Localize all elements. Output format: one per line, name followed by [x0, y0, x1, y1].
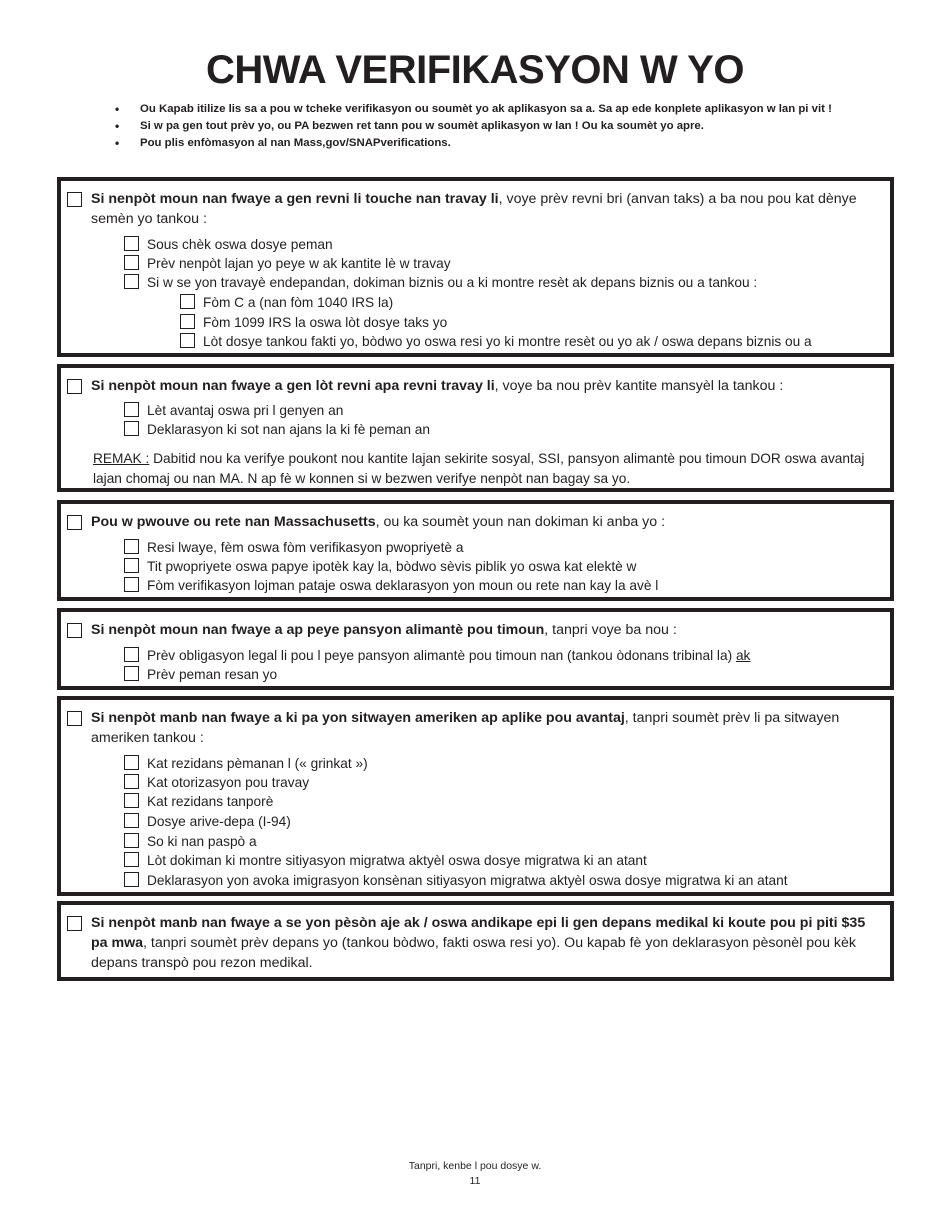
footer-note: Tanpri, kenbe l pou dosye w. [408, 1160, 542, 1172]
section-residency [57, 500, 894, 601]
checkbox[interactable] [124, 236, 139, 251]
checkbox[interactable] [124, 421, 139, 436]
section-other-income-checkbox[interactable] [67, 379, 82, 394]
checkbox[interactable] [180, 314, 195, 329]
checkbox[interactable] [124, 274, 139, 289]
checkbox[interactable] [124, 774, 139, 789]
page-title: CHWA VERIFIKASYON W YO [206, 48, 744, 92]
checklist-item: Resi lwaye, fèm oswa fòm verifikasyon pwopriyetè a [147, 540, 463, 556]
checklist-item: Prèv nenpòt lajan yo peye w ak kantite lè w travay [147, 256, 451, 272]
checkbox[interactable] [124, 872, 139, 887]
checklist-subitem: Fòm C a (nan fòm 1040 IRS la) [203, 295, 393, 311]
checkbox[interactable] [124, 833, 139, 848]
checkbox[interactable] [124, 647, 139, 662]
section-residency-text: Pou w pwouve ou rete nan Massachusetts, ou ka soumèt youn nan dokiman ki anba yo : [91, 514, 666, 530]
checkbox[interactable] [124, 539, 139, 554]
checklist-item: Prèv peman resan yo [147, 667, 277, 683]
checklist-subitem: Fòm 1099 IRS la oswa lòt dosye taks yo [203, 315, 447, 331]
checkbox[interactable] [124, 558, 139, 573]
checkbox[interactable] [124, 402, 139, 417]
section-medical-expenses-checkbox[interactable] [67, 916, 82, 931]
checkbox[interactable] [124, 813, 139, 828]
instruction-item: • Pou plis enfòmasyon al nan Mass,gov/SNAPverifications. [115, 135, 832, 152]
checkbox[interactable] [124, 852, 139, 867]
checklist-item: Si w se yon travayè endepandan, dokiman biznis ou a ki montre resèt ak depans biznis ou a tankou : [147, 275, 757, 291]
section-child-support [57, 608, 894, 690]
checkbox[interactable] [124, 577, 139, 592]
checklist-item: Lòt dokiman ki montre sitiyasyon migratwa aktyèl oswa dosye migratwa ki an atant [147, 853, 647, 869]
section-non-citizen [57, 696, 894, 896]
checklist-item: Kat otorizasyon pou travay [147, 775, 309, 791]
page-number: 11 [469, 1175, 481, 1187]
remark-note: REMAK : Dabitid nou ka verifye poukont nou kantite lajan sekirite sosyal, SSI, pansyon alimantè pou timoun DOR oswa avantaj lajan chomaj ou nan MA. N ap fè w konnen si w bezwen verifye nenpòt nan bagay sa yo. [93, 451, 865, 486]
checkbox[interactable] [180, 294, 195, 309]
section-residency-checkbox[interactable] [67, 515, 82, 530]
section-non-citizen-checkbox[interactable] [67, 711, 82, 726]
section-child-support-text: Si nenpòt moun nan fwaye a ap peye pansyon alimantè pou timoun, tanpri voye ba nou : [91, 622, 677, 638]
checklist-item: So ki nan paspò a [147, 834, 257, 850]
section-earned-income-checkbox[interactable] [67, 192, 82, 207]
section-earned-income [57, 177, 894, 357]
checkbox[interactable] [124, 793, 139, 808]
checklist-item: Sous chèk oswa dosye peman [147, 237, 333, 253]
checklist-item: Kat rezidans tanporè [147, 794, 273, 810]
section-other-income-text: Si nenpòt moun nan fwaye a gen lòt revni apa revni travay li, voye ba nou prèv kantite mansyèl la tankou : [91, 378, 784, 394]
checklist-subitem: Lòt dosye tankou fakti yo, bòdwo yo oswa resi yo ki montre resèt ou yo ak / oswa depans biznis ou a [203, 334, 812, 350]
checklist-item: Dosye arive-depa (I-94) [147, 814, 291, 830]
instructions-list [115, 101, 832, 152]
checkbox[interactable] [180, 333, 195, 348]
section-non-citizen-text: Si nenpòt manb nan fwaye a ki pa yon sitwayen ameriken ap aplike pou avantaj, tanpri soumèt prèv li pa sitwayen ameriken tankou : [91, 710, 840, 746]
checkbox[interactable] [124, 255, 139, 270]
section-other-income [57, 364, 894, 492]
checklist-item: Kat rezidans pèmanan l (« grinkat ») [147, 756, 368, 772]
section-medical-expenses-text: Si nenpòt manb nan fwaye a se yon pèsòn aje ak / oswa andikape epi li gen depans medikal ki koute pou pi piti $35 pa mwa, tanpri soumèt prèv depans yo (tankou bòdwo, fakti oswa resi yo). Ou kapab fè yon deklarasyon pèsonèl pou kèk depans transpò pou rezon medikal. [91, 915, 866, 971]
checklist-item: Tit pwopriyete oswa papye ipotèk kay la, bòdwo sèvis piblik yo oswa kat elektè w [147, 559, 636, 575]
instruction-item: • Si w pa gen tout prèv yo, ou PA bezwen ret tann pou w soumèt aplikasyon w lan ! Ou ka soumèt yo apre. [115, 118, 832, 135]
checklist-item: Lèt avantaj oswa pri l genyen an [147, 403, 343, 419]
checkbox[interactable] [124, 666, 139, 681]
section-earned-income-text: Si nenpòt moun nan fwaye a gen revni li touche nan travay li, voye prèv revni bri (anvan taks) a ba nou pou kat dènye semèn yo tankou : [91, 191, 857, 227]
checkbox[interactable] [124, 755, 139, 770]
instruction-item: • Ou Kapab itilize lis sa a pou w tcheke verifikasyon ou soumèt yo ak aplikasyon sa a. Sa ap ede konplete aplikasyon w lan pi vit ! [115, 101, 832, 118]
checklist-item: Deklarasyon ki sot nan ajans la ki fè peman an [147, 422, 430, 438]
checklist-item: Prèv obligasyon legal li pou l peye pansyon alimantè pou timoun nan (tankou òdonans tribinal la) ak [147, 648, 750, 664]
checklist-item: Fòm verifikasyon lojman pataje oswa deklarasyon yon moun ou rete nan kay la avè l [147, 578, 658, 594]
checklist-item: Deklarasyon yon avoka imigrasyon konsènan sitiyasyon migratwa aktyèl oswa dosye migratwa ki an atant [147, 873, 788, 889]
section-medical-expenses [57, 901, 894, 981]
section-child-support-checkbox[interactable] [67, 623, 82, 638]
